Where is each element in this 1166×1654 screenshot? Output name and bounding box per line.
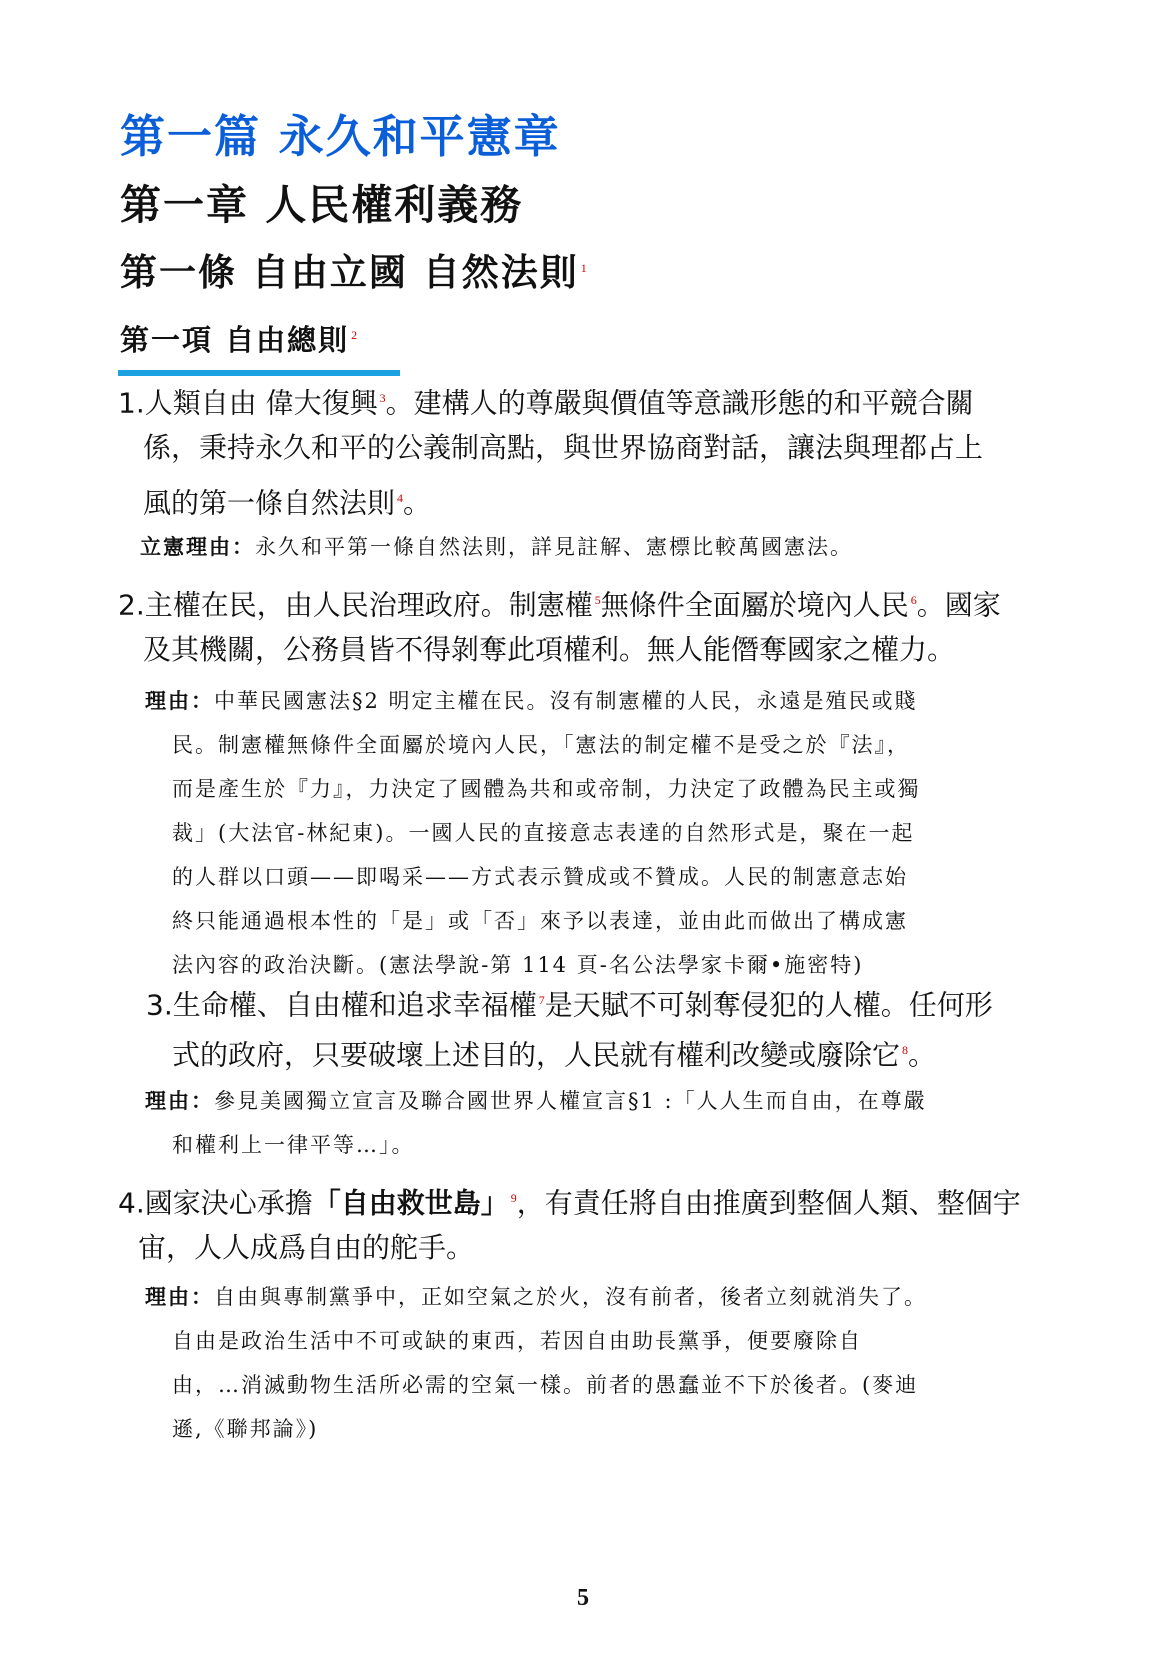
item-2-reason-line-3: 而是產生於『力』，力決定了國體為共和或帝制，力決定了政體為民主或獨 xyxy=(172,777,921,801)
item-2-reason-line-6: 終只能通過根本性的「是」或「否」來予以表達，並由此而做出了構成憲 xyxy=(172,909,908,933)
item-2-reason-line-4: 裁」(大法官-林紀東)。一國人民的直接意志表達的自然形式是，聚在一起 xyxy=(172,821,915,845)
item-4-emphasis: 「自由救世島」 xyxy=(312,1186,509,1220)
item-4-reason-line-2: 自由是政治生活中不可或缺的東西，若因自由助長黨爭，便要廢除自 xyxy=(172,1329,862,1353)
item-2-line-1 xyxy=(118,574,1001,631)
item-2-reason-line-2: 民。制憲權無條件全面屬於境內人民，「憲法的制定權不是受之於『法』， xyxy=(172,733,910,757)
footnote-ref-2[interactable]: 2 xyxy=(351,328,360,343)
footnote-ref-5[interactable]: 5 xyxy=(594,593,601,607)
item-4-reason-line-4: 遜,《聯邦論》) xyxy=(172,1417,319,1441)
reason-text: 參見美國獨立宣言及聯合國世界人權宣言§1 :「人人生而自由，在尊嚴 xyxy=(214,1089,927,1113)
item-3-text-c: 式的政府，只要破壞上述目的，人民就有權利改變或廢除它 xyxy=(172,1038,901,1072)
item-1-text-c: 風的第一條自然法則 xyxy=(143,486,396,520)
item-1-text-b: 。建構人的尊嚴與價值等意識形態的和平競合關 xyxy=(385,386,974,420)
article-title xyxy=(120,242,589,296)
item-2-reason-line-1 xyxy=(145,678,918,724)
reason-text: 自由與專制黨爭中，正如空氣之於火，沒有前者，後者立刻就消失了。 xyxy=(214,1285,927,1309)
footnote-ref-3[interactable]: 3 xyxy=(379,391,386,405)
item-4-text-a: 4.國家決心承擔 xyxy=(118,1186,313,1220)
section-title xyxy=(120,318,359,359)
page-number: 5 xyxy=(577,1585,589,1611)
item-2-reason-line-7: 法內容的政治決斷。(憲法學說-第 114 頁-名公法學家卡爾•施密特) xyxy=(172,953,864,977)
item-3-text-b: 是天賦不可剝奪侵犯的人權。任何形 xyxy=(544,988,993,1022)
footnote-ref-8[interactable]: 8 xyxy=(902,1043,909,1057)
reason-label: 理由： xyxy=(145,688,214,713)
footnote-ref-7[interactable]: 7 xyxy=(538,993,545,1007)
footnote-ref-9[interactable]: 9 xyxy=(510,1191,517,1205)
reason-label: 理由： xyxy=(145,1284,214,1309)
item-1-line-1 xyxy=(118,372,974,429)
item-4-reason-line-3: 由，…消滅動物生活所必需的空氣一樣。前者的愚蠢並不下於後者。(麥迪 xyxy=(172,1373,919,1397)
reason-text: 中華民國憲法§2 明定主權在民。沒有制憲權的人民，永遠是殖民或賤 xyxy=(214,689,918,713)
reason-label: 立憲理由： xyxy=(140,534,255,559)
item-3-reason-line-2: 和權利上一律平等…」。 xyxy=(172,1133,415,1157)
item-2-text-a: 2.主權在民，由人民治理政府。制憲權 xyxy=(118,588,593,622)
item-3-text-d: 。 xyxy=(908,1038,937,1072)
footnote-ref-6[interactable]: 6 xyxy=(910,593,917,607)
footnote-ref-1[interactable]: 1 xyxy=(580,260,589,275)
item-1-text-d: 。 xyxy=(403,486,432,520)
item-1-line-2: 係，秉持永久和平的公義制高點，與世界協商對話，讓法與理都占上 xyxy=(143,431,984,464)
item-3-reason-line-1 xyxy=(145,1078,927,1124)
reason-text: 永久和平第一條自然法則，詳見註解、憲標比較萬國憲法。 xyxy=(255,535,853,559)
reason-label: 理由： xyxy=(145,1088,214,1113)
article-title-text: 第一條 自由立國 自然法則 xyxy=(120,251,579,294)
item-4-line-2: 宙，人人成爲自由的舵手。 xyxy=(138,1231,475,1264)
item-1-line-3 xyxy=(143,472,431,529)
chapter-title: 第一章 人民權利義務 xyxy=(120,181,524,229)
item-4-line-1 xyxy=(118,1172,1021,1229)
item-1-text-a: 1.人類自由 偉大復興 xyxy=(118,386,378,420)
footnote-ref-4[interactable]: 4 xyxy=(397,491,404,505)
item-4-text-b: ，有責任將自由推廣到整個人類、整個宇 xyxy=(516,1186,1021,1220)
item-2-reason-line-5: 的人群以口頭——即喝采——方式表示贊成或不贊成。人民的制憲意志始 xyxy=(172,865,908,889)
item-3-line-1 xyxy=(146,974,993,1031)
item-3-text-a: 3.生命權、自由權和追求幸福權 xyxy=(146,988,537,1022)
item-1-reason xyxy=(140,524,853,570)
item-2-text-c: 。國家 xyxy=(916,588,1001,622)
part-title: 第一篇 永久和平憲章 xyxy=(120,110,561,163)
item-2-line-2: 及其機關，公務員皆不得剝奪此項權利。無人能僭奪國家之權力。 xyxy=(143,633,956,666)
item-2-text-b: 無條件全面屬於境內人民 xyxy=(600,588,909,622)
item-3-line-2 xyxy=(172,1024,936,1081)
item-4-reason-line-1 xyxy=(145,1274,927,1320)
section-title-text: 第一項 自由總則 xyxy=(120,323,350,357)
